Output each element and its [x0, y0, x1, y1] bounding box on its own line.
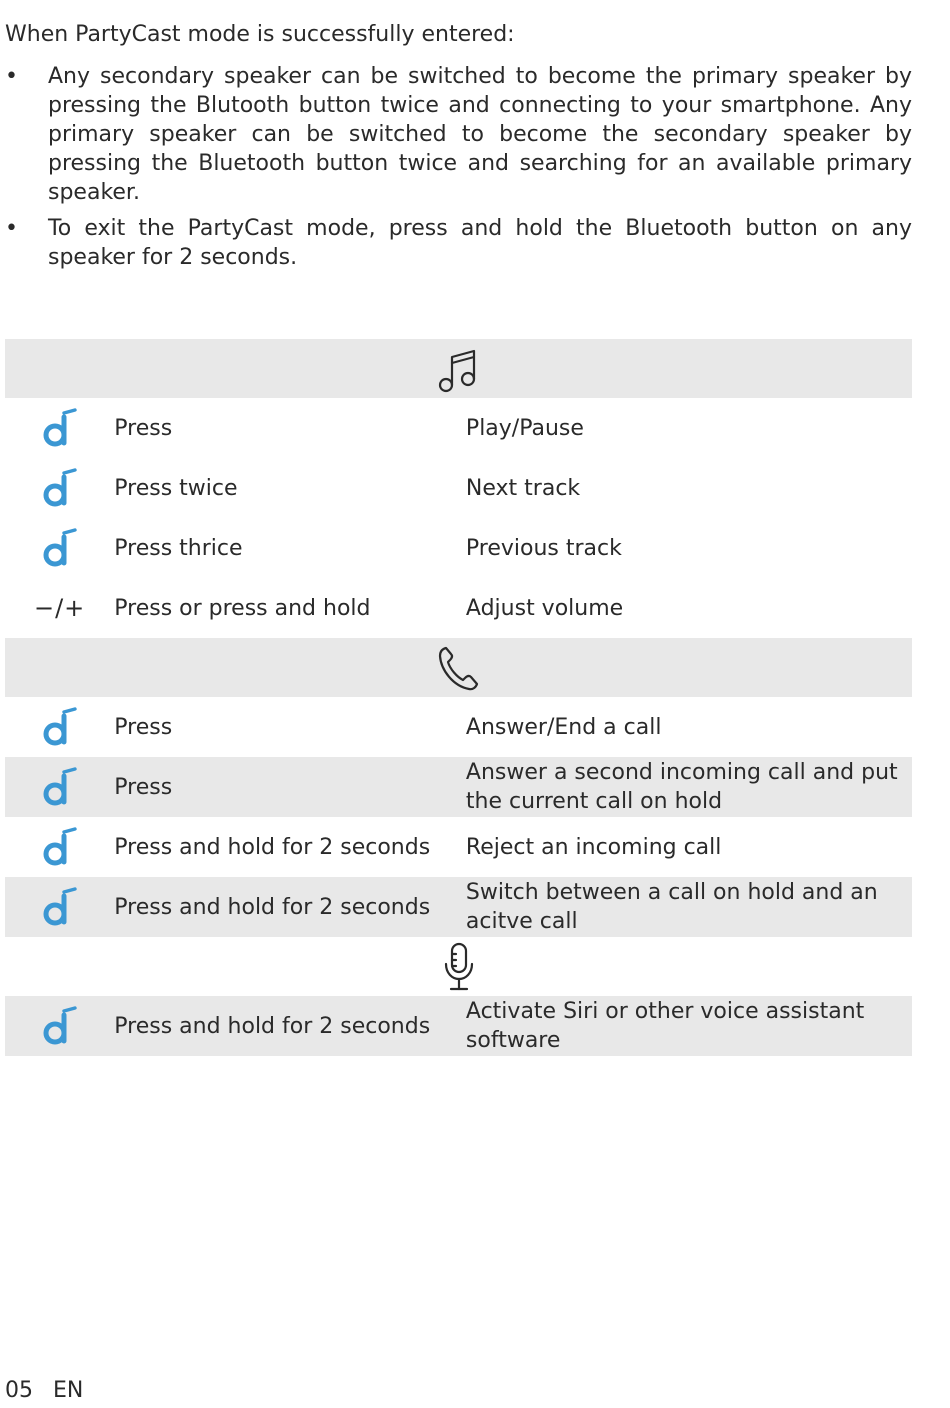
music-section-header	[5, 339, 912, 398]
action-text: Press and hold for 2 seconds	[114, 894, 431, 920]
action-text: Press thrice	[114, 535, 243, 561]
soundcore-button-icon	[40, 1003, 80, 1049]
function-text: Next track	[465, 475, 581, 501]
action-text: Press or press and hold	[114, 595, 371, 621]
language-label: EN	[53, 1378, 84, 1403]
controls-table	[5, 339, 912, 1056]
function-text: Reject an incoming call	[465, 834, 722, 860]
table-row	[5, 996, 912, 1056]
bullet-item	[5, 62, 912, 207]
bullet-text: Any secondary speaker can be switched to become the primary speaker by pressing the Blutooth button twice and connecting to your smartphone. Any primary speaker can be switched to become the secondary speaker by pressing the Bluetooth button twice and searching for an available primary speaker.	[48, 64, 912, 205]
soundcore-button-icon	[40, 764, 80, 810]
function-text: Switch between a call on hold and an acitve call	[465, 880, 878, 934]
table-row	[5, 398, 912, 458]
page-number: 05	[5, 1378, 33, 1403]
soundcore-button-icon	[40, 405, 80, 451]
bullet-text: To exit the PartyCast mode, press and hold the Bluetooth button on any speaker for 2 seconds.	[48, 216, 912, 270]
table-row	[5, 817, 912, 877]
action-text: Press	[114, 774, 173, 800]
action-text: Press and hold for 2 seconds	[114, 834, 431, 860]
function-text: Answer a second incoming call and put the current call on hold	[465, 760, 898, 814]
volume-buttons-icon: −/+	[33, 594, 86, 622]
function-text: Activate Siri or other voice assistant software	[465, 999, 865, 1053]
soundcore-button-icon	[40, 824, 80, 870]
phone-icon	[437, 644, 481, 692]
soundcore-button-icon	[40, 525, 80, 571]
function-text: Previous track	[465, 535, 622, 561]
table-row	[5, 458, 912, 518]
function-text: Adjust volume	[465, 595, 624, 621]
bullet-list	[5, 62, 912, 279]
page-footer	[5, 1377, 83, 1405]
action-text: Press twice	[114, 475, 238, 501]
intro-text: When PartyCast mode is successfully entered:	[5, 22, 515, 47]
music-note-icon	[436, 345, 482, 393]
table-row	[5, 757, 912, 817]
soundcore-button-icon	[40, 704, 80, 750]
action-text: Press	[114, 415, 173, 441]
microphone-icon	[442, 942, 476, 992]
action-text: Press and hold for 2 seconds	[114, 1013, 431, 1039]
table-row	[5, 518, 912, 578]
table-row	[5, 578, 912, 638]
bullet-item	[5, 214, 912, 272]
function-text: Play/Pause	[465, 415, 584, 441]
action-text: Press	[114, 714, 173, 740]
table-row	[5, 877, 912, 937]
bullet-dot: •	[5, 64, 18, 89]
function-text: Answer/End a call	[465, 714, 662, 740]
call-section-header	[5, 638, 912, 697]
bullet-dot: •	[5, 216, 18, 241]
table-row	[5, 697, 912, 757]
soundcore-button-icon	[40, 465, 80, 511]
soundcore-button-icon	[40, 884, 80, 930]
voice-section-header	[5, 937, 912, 996]
